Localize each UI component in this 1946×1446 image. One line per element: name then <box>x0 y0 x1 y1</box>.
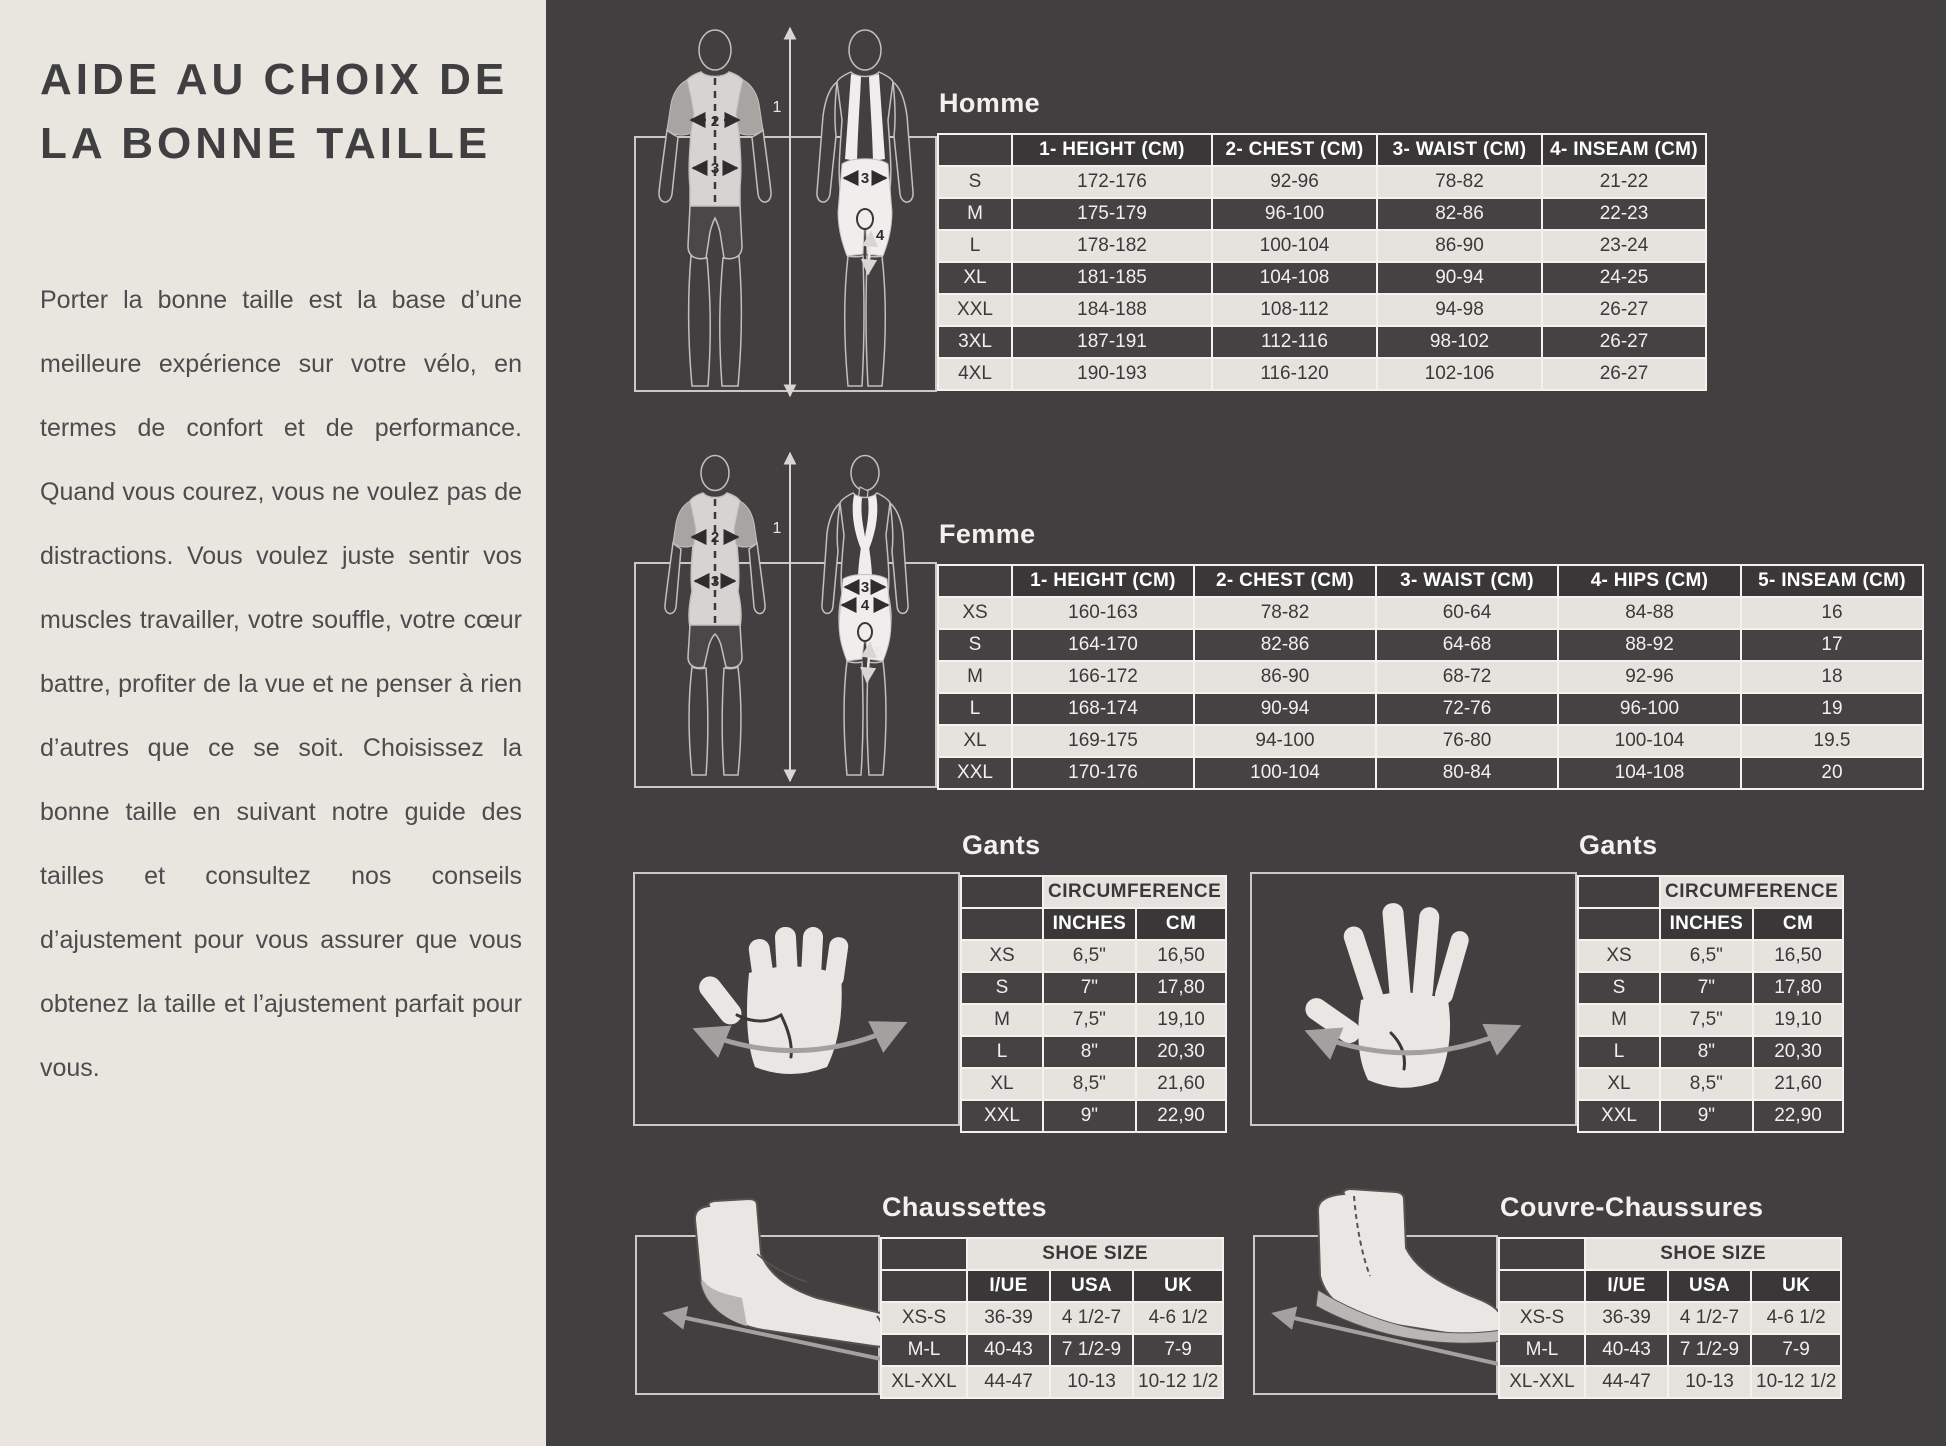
column-header-cell: 1- HEIGHT (CM) <box>1013 135 1211 165</box>
chest-measure-label: 2 <box>710 529 720 546</box>
size-label-cell: XL <box>939 726 1011 756</box>
table-row <box>962 1101 1225 1131</box>
value-cell: 168-174 <box>1013 694 1193 724</box>
value-cell: 112-116 <box>1213 327 1376 357</box>
size-label-cell: XXL <box>962 1101 1042 1131</box>
section-homme <box>937 88 1707 391</box>
table-row <box>1500 1239 1840 1269</box>
value-cell: 19,10 <box>1754 1005 1843 1035</box>
value-cell: 19 <box>1742 694 1922 724</box>
value-cell: 166-172 <box>1013 662 1193 692</box>
size-label-cell: XS-S <box>882 1303 966 1333</box>
value-cell: 16,50 <box>1137 941 1226 971</box>
value-cell: 78-82 <box>1378 167 1541 197</box>
table-row <box>939 726 1922 756</box>
section-gants-right <box>1577 830 1844 1133</box>
blank-cell <box>939 566 1011 596</box>
blank-cell <box>882 1271 966 1301</box>
value-cell: 76-80 <box>1377 726 1557 756</box>
gants-right-title: Gants <box>1579 830 1658 860</box>
table-row <box>939 327 1705 357</box>
value-cell: 19,10 <box>1137 1005 1226 1035</box>
value-cell: 22,90 <box>1754 1101 1843 1131</box>
value-cell: 172-176 <box>1013 167 1211 197</box>
hip-measure-label: 3 <box>860 170 870 187</box>
value-cell: 92-96 <box>1213 167 1376 197</box>
size-table <box>937 133 1707 391</box>
column-header-cell: INCHES <box>1044 909 1135 939</box>
value-cell: 96-100 <box>1213 199 1376 229</box>
value-cell: 104-108 <box>1559 758 1740 788</box>
value-cell: 94-100 <box>1195 726 1375 756</box>
value-cell: 36-39 <box>1586 1303 1667 1333</box>
column-header-cell: 3- WAIST (CM) <box>1377 566 1557 596</box>
table-row <box>1579 1101 1842 1131</box>
value-cell: 40-43 <box>968 1335 1049 1365</box>
value-cell: 4-6 1/2 <box>1752 1303 1840 1333</box>
table-row <box>1579 1037 1842 1067</box>
table-row <box>939 566 1922 596</box>
size-label-cell: S <box>939 630 1011 660</box>
gants-right-table-container <box>1577 875 1844 1133</box>
homme-table-container <box>937 133 1707 391</box>
value-cell: 6,5" <box>1661 941 1752 971</box>
table-row <box>939 167 1705 197</box>
value-cell: 100-104 <box>1195 758 1375 788</box>
table-row <box>882 1271 1222 1301</box>
size-table <box>960 875 1227 1133</box>
value-cell: 23-24 <box>1543 231 1705 261</box>
value-cell: 170-176 <box>1013 758 1193 788</box>
value-cell: 16,50 <box>1754 941 1843 971</box>
size-label-cell: XS <box>939 598 1011 628</box>
value-cell: 7-9 <box>1134 1335 1222 1365</box>
value-cell: 84-88 <box>1559 598 1740 628</box>
table-row <box>882 1239 1222 1269</box>
value-cell: 8,5" <box>1661 1069 1752 1099</box>
value-cell: 64-68 <box>1377 630 1557 660</box>
table-row <box>1579 973 1842 1003</box>
size-label-cell: XL-XXL <box>1500 1367 1584 1397</box>
value-cell: 22,90 <box>1137 1101 1226 1131</box>
size-label-cell: M <box>962 1005 1042 1035</box>
size-label-cell: L <box>1579 1037 1659 1067</box>
value-cell: 8" <box>1044 1037 1135 1067</box>
value-cell: 184-188 <box>1013 295 1211 325</box>
column-header-cell: 4- HIPS (CM) <box>1559 566 1740 596</box>
table-row <box>1579 1005 1842 1035</box>
size-label-cell: XL <box>939 263 1011 293</box>
size-label-cell: S <box>962 973 1042 1003</box>
value-cell: 102-106 <box>1378 359 1541 389</box>
size-label-cell: L <box>962 1037 1042 1067</box>
size-label-cell: M-L <box>882 1335 966 1365</box>
femme-figures-illustration <box>640 445 940 790</box>
value-cell: 175-179 <box>1013 199 1211 229</box>
table-row <box>882 1335 1222 1365</box>
chest-measure-label: 2 <box>710 113 720 130</box>
size-label-cell: XXL <box>939 295 1011 325</box>
column-header-cell: UK <box>1752 1271 1840 1301</box>
chaussettes-table-container <box>880 1237 1224 1399</box>
size-table <box>937 564 1924 790</box>
sidebar <box>0 0 546 1446</box>
waist-measure-label: 3 <box>860 579 870 596</box>
column-header-cell: INCHES <box>1661 909 1752 939</box>
value-cell: 10-12 1/2 <box>1752 1367 1840 1397</box>
value-cell: 169-175 <box>1013 726 1193 756</box>
waist-measure-label: 3 <box>710 160 720 177</box>
value-cell: 86-90 <box>1378 231 1541 261</box>
value-cell: 26-27 <box>1543 327 1705 357</box>
table-row <box>882 1367 1222 1397</box>
intro-paragraph: Porter la bonne taille est la base d’une meilleure expérience sur votre vélo, en termes de confort et de performance. Quand vous courez, vous ne voulez pas de distractions. Vous voulez juste sentir vos muscles travailler, votre souffle, votre cœur battre, profiter de la vue et ne penser à rien d’autres que ce se soit. Choisissez la bonne taille en suivant notre guide des tailles et consultez nos conseils d’ajustement pour vous assurer que vous obtenez la taille et l’ajustement parfait pour vous. <box>40 286 522 1082</box>
table-row <box>962 909 1225 939</box>
size-label-cell: XL <box>1579 1069 1659 1099</box>
homme-figures-illustration <box>640 16 940 408</box>
gants-left-title: Gants <box>962 830 1041 860</box>
table-row <box>1500 1335 1840 1365</box>
value-cell: 90-94 <box>1195 694 1375 724</box>
height-measure-label: 1 <box>772 99 782 116</box>
table-row <box>1579 941 1842 971</box>
column-header-cell: 5- INSEAM (CM) <box>1742 566 1922 596</box>
value-cell: 10-12 1/2 <box>1134 1367 1222 1397</box>
table-row <box>962 973 1225 1003</box>
size-label-cell: S <box>939 167 1011 197</box>
size-label-cell: 3XL <box>939 327 1011 357</box>
couvre-chaussures-title: Couvre-Chaussures <box>1500 1192 1764 1222</box>
value-cell: 20 <box>1742 758 1922 788</box>
value-cell: 22-23 <box>1543 199 1705 229</box>
value-cell: 8" <box>1661 1037 1752 1067</box>
value-cell: 7" <box>1044 973 1135 1003</box>
value-cell: 108-112 <box>1213 295 1376 325</box>
size-label-cell: L <box>939 231 1011 261</box>
value-cell: 7-9 <box>1752 1335 1840 1365</box>
hips-measure-label: 4 <box>860 597 870 614</box>
blank-cell <box>962 909 1042 939</box>
column-header-cell: I/UE <box>968 1271 1049 1301</box>
size-label-cell: XS <box>1579 941 1659 971</box>
size-label-cell: M <box>1579 1005 1659 1035</box>
column-header-cell: I/UE <box>1586 1271 1667 1301</box>
value-cell: 68-72 <box>1377 662 1557 692</box>
table-row <box>939 662 1922 692</box>
value-cell: 20,30 <box>1137 1037 1226 1067</box>
value-cell: 116-120 <box>1213 359 1376 389</box>
value-cell: 96-100 <box>1559 694 1740 724</box>
table-row <box>939 694 1922 724</box>
blank-cell <box>882 1239 966 1269</box>
column-header-cell: 1- HEIGHT (CM) <box>1013 566 1193 596</box>
value-cell: 17,80 <box>1137 973 1226 1003</box>
value-cell: 160-163 <box>1013 598 1193 628</box>
size-table <box>880 1237 1224 1399</box>
column-header-cell: CM <box>1754 909 1843 939</box>
full-finger-glove-illustration <box>1283 885 1543 1120</box>
value-cell: 4 1/2-7 <box>1051 1303 1132 1333</box>
table-row <box>939 359 1705 389</box>
table-row <box>939 758 1922 788</box>
value-cell: 20,30 <box>1754 1037 1843 1067</box>
value-cell: 86-90 <box>1195 662 1375 692</box>
section-gants-left <box>960 830 1227 1133</box>
table-row <box>1579 1069 1842 1099</box>
table-row <box>962 877 1225 907</box>
value-cell: 17,80 <box>1754 973 1843 1003</box>
blank-cell <box>1500 1271 1584 1301</box>
value-cell: 7,5" <box>1044 1005 1135 1035</box>
section-couvre-chaussures <box>1498 1192 1842 1399</box>
value-cell: 90-94 <box>1378 263 1541 293</box>
value-cell: 80-84 <box>1377 758 1557 788</box>
blank-cell <box>1579 877 1659 907</box>
value-cell: 164-170 <box>1013 630 1193 660</box>
page-title: AIDE AU CHOIX DE LA BONNE TAILLE <box>40 55 509 168</box>
waist-measure-label: 3 <box>710 573 720 590</box>
size-label-cell: XL-XXL <box>882 1367 966 1397</box>
value-cell: 26-27 <box>1543 295 1705 325</box>
chaussettes-title: Chaussettes <box>882 1192 1047 1222</box>
height-measure-label: 1 <box>772 520 782 537</box>
value-cell: 187-191 <box>1013 327 1211 357</box>
value-cell: 7 1/2-9 <box>1669 1335 1750 1365</box>
table-row <box>1579 877 1842 907</box>
value-cell: 92-96 <box>1559 662 1740 692</box>
blank-cell <box>962 877 1042 907</box>
column-header-cell: 2- CHEST (CM) <box>1195 566 1375 596</box>
table-row <box>939 295 1705 325</box>
column-header-cell: USA <box>1669 1271 1750 1301</box>
value-cell: 88-92 <box>1559 630 1740 660</box>
value-cell: 21,60 <box>1137 1069 1226 1099</box>
table-row <box>1500 1303 1840 1333</box>
fingerless-glove-illustration <box>665 915 935 1120</box>
table-row <box>962 1005 1225 1035</box>
group-header-cell: CIRCUMFERENCE <box>1044 877 1225 907</box>
value-cell: 6,5" <box>1044 941 1135 971</box>
table-row <box>939 263 1705 293</box>
value-cell: 82-86 <box>1378 199 1541 229</box>
value-cell: 100-104 <box>1559 726 1740 756</box>
value-cell: 10-13 <box>1051 1367 1132 1397</box>
value-cell: 8,5" <box>1044 1069 1135 1099</box>
size-label-cell: XXL <box>939 758 1011 788</box>
group-header-cell: CIRCUMFERENCE <box>1661 877 1842 907</box>
value-cell: 72-76 <box>1377 694 1557 724</box>
value-cell: 100-104 <box>1213 231 1376 261</box>
value-cell: 44-47 <box>968 1367 1049 1397</box>
value-cell: 7 1/2-9 <box>1051 1335 1132 1365</box>
value-cell: 21,60 <box>1754 1069 1843 1099</box>
size-label-cell: XL <box>962 1069 1042 1099</box>
column-header-cell: UK <box>1134 1271 1222 1301</box>
section-femme <box>937 519 1924 790</box>
table-row <box>1500 1271 1840 1301</box>
column-header-cell: 4- INSEAM (CM) <box>1543 135 1705 165</box>
value-cell: 78-82 <box>1195 598 1375 628</box>
value-cell: 10-13 <box>1669 1367 1750 1397</box>
size-table <box>1498 1237 1842 1399</box>
homme-title: Homme <box>939 88 1041 118</box>
size-label-cell: M <box>939 662 1011 692</box>
value-cell: 18 <box>1742 662 1922 692</box>
table-row <box>939 630 1922 660</box>
size-label-cell: M-L <box>1500 1335 1584 1365</box>
table-row <box>962 1037 1225 1067</box>
value-cell: 16 <box>1742 598 1922 628</box>
table-row <box>939 598 1922 628</box>
column-header-cell: 2- CHEST (CM) <box>1213 135 1376 165</box>
gants-left-table-container <box>960 875 1227 1133</box>
value-cell: 26-27 <box>1543 359 1705 389</box>
value-cell: 181-185 <box>1013 263 1211 293</box>
value-cell: 178-182 <box>1013 231 1211 261</box>
value-cell: 4 1/2-7 <box>1669 1303 1750 1333</box>
size-label-cell: XS-S <box>1500 1303 1584 1333</box>
blank-cell <box>939 135 1011 165</box>
value-cell: 60-64 <box>1377 598 1557 628</box>
size-label-cell: S <box>1579 973 1659 1003</box>
table-row <box>882 1303 1222 1333</box>
table-row <box>1579 909 1842 939</box>
size-label-cell: 4XL <box>939 359 1011 389</box>
table-row <box>939 231 1705 261</box>
inseam-measure-label: 5 <box>874 644 884 661</box>
size-label-cell: L <box>939 694 1011 724</box>
column-header-cell: USA <box>1051 1271 1132 1301</box>
value-cell: 21-22 <box>1543 167 1705 197</box>
section-chaussettes <box>880 1192 1224 1399</box>
value-cell: 24-25 <box>1543 263 1705 293</box>
size-label-cell: XXL <box>1579 1101 1659 1131</box>
column-header-cell: 3- WAIST (CM) <box>1378 135 1541 165</box>
value-cell: 36-39 <box>968 1303 1049 1333</box>
value-cell: 98-102 <box>1378 327 1541 357</box>
value-cell: 19.5 <box>1742 726 1922 756</box>
inseam-measure-label: 4 <box>875 227 885 244</box>
value-cell: 9" <box>1661 1101 1752 1131</box>
femme-table-container <box>937 564 1924 790</box>
value-cell: 7,5" <box>1661 1005 1752 1035</box>
size-table <box>1577 875 1844 1133</box>
value-cell: 44-47 <box>1586 1367 1667 1397</box>
femme-title: Femme <box>939 519 1036 549</box>
size-label-cell: M <box>939 199 1011 229</box>
table-row <box>939 199 1705 229</box>
value-cell: 7" <box>1661 973 1752 1003</box>
table-row <box>962 1069 1225 1099</box>
value-cell: 82-86 <box>1195 630 1375 660</box>
blank-cell <box>1500 1239 1584 1269</box>
value-cell: 17 <box>1742 630 1922 660</box>
blank-cell <box>1579 909 1659 939</box>
value-cell: 94-98 <box>1378 295 1541 325</box>
size-label-cell: XS <box>962 941 1042 971</box>
value-cell: 4-6 1/2 <box>1134 1303 1222 1333</box>
group-header-cell: SHOE SIZE <box>1586 1239 1840 1269</box>
table-row <box>939 135 1705 165</box>
value-cell: 190-193 <box>1013 359 1211 389</box>
value-cell: 40-43 <box>1586 1335 1667 1365</box>
table-row <box>1500 1367 1840 1397</box>
couvre-chaussures-table-container <box>1498 1237 1842 1399</box>
value-cell: 104-108 <box>1213 263 1376 293</box>
column-header-cell: CM <box>1137 909 1226 939</box>
table-row <box>962 941 1225 971</box>
group-header-cell: SHOE SIZE <box>968 1239 1222 1269</box>
value-cell: 9" <box>1044 1101 1135 1131</box>
